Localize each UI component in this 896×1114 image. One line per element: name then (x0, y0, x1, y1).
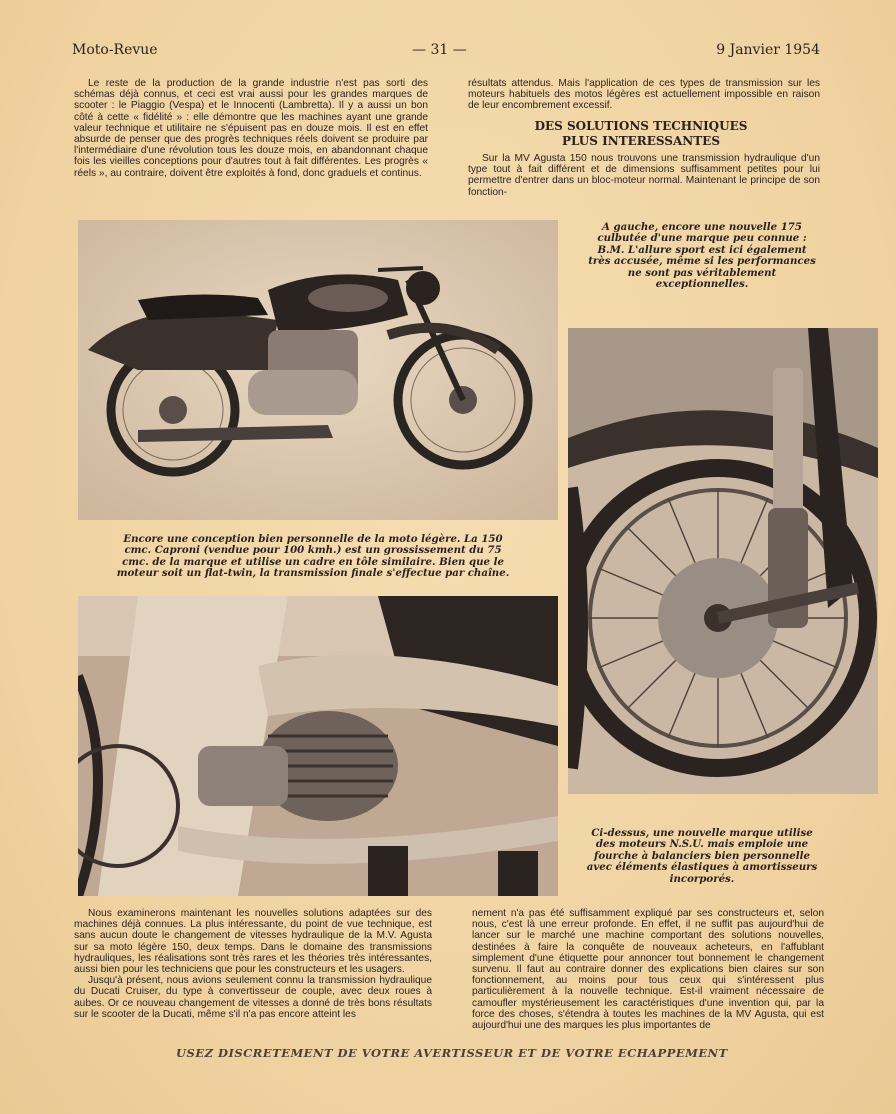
footer-slogan: USEZ DISCRETEMENT DE VOTRE AVERTISSEUR ET DE VOTRE ECHAPPEMENT (176, 1046, 728, 1060)
bottom-left-column (74, 908, 432, 1020)
engine-photo (78, 596, 558, 896)
top-left-column (74, 78, 428, 179)
paragraph: Le reste de la production de la grande industrie n'est pas sorti des schémas déjà connus, et ceci est vrai aussi pour les grandes marques de scooter : le Piaggio (Vespa) et le Innocenti (Lambretta). Il y a aussi un bon côté à cette « fidélité » : elle démontre que les machines ayant une grande valeur technique et utilitaire ne s'épuisent pas en douze mois. Il est en effet absurde de penser que des progrès techniques réels doivent se produire par l'intermédiaire d'une révolution tous les douze mois, en abandonnant chaque fois les vieilles conceptions pour d'autres tout à fait différentes. Les progrès « réels », au contraire, doivent être exploités à fond, donc graduels et continus. (74, 78, 428, 179)
paragraph: Jusqu'à présent, nous avions seulement connu la transmission hydraulique du Ducati Cruiser, du type à convertisseur de couple, avec deux roues à aubes. Or ce nouveau changement de vitesses a donné de très bons résultats sur le scooter de la Ducati, même s'il n'a pas encore atteint les (74, 975, 432, 1020)
issue-date: 9 Janvier 1954 (716, 42, 820, 58)
page-header (72, 42, 820, 64)
page-number: — 31 — (412, 42, 467, 58)
paragraph: résultats attendus. Mais l'application de ces types de transmission sur les moteurs habituels des motos légères est actuellement impossible en raison de leur encombrement excessif. (468, 78, 820, 112)
caption-nsu: Ci-dessus, une nouvelle marque utilise des moteurs N.S.U. mais emploie une fourche à balanciers bien personnelle avec éléments élastiques à amortisseurs incorporés. (586, 827, 818, 885)
heading-line: DES SOLUTIONS TECHNIQUES (534, 119, 748, 133)
bottom-right-column (472, 908, 824, 1031)
fork-photo (568, 328, 878, 794)
caption-caproni: Encore une conception bien personnelle de la moto légère. La 150 cmc. Caproni (vendue pour 100 kmh.) est un grossissement du 75 cmc. de la marque et utilise un cadre en tôle similaire. Bien que le moteur soit un flat-twin, la transmission finale s'effectue par chaîne. (116, 533, 510, 580)
top-right-column-cont (468, 153, 820, 198)
paragraph: nement n'a pas été suffisamment expliqué par ses constructeurs et, selon nous, c'est là une erreur profonde. En effet, il ne suffit pas aujourd'hui de lancer sur le marché une machine comportant des solutions nouvelles, destinées à faire la conquête de nouveaux acheteurs, en l'affublant simplement d'une étiquette pour annoncer tout bonnement le changement survenu. Il faut au contraire donner des explications bien claires sur son fonctionnement, au moins pour tous ceux qui s'intéressent plus particulièrement à la nouvelle technique. Est-il vraiment nécessaire de camoufler mystérieusement les caractéristiques d'une invention qui, par la force des choses, s'étendra à toutes les machines de la MV Agusta, qui est aujourd'hui une des marques les plus importantes de (472, 908, 824, 1032)
caption-bm: A gauche, encore une nouvelle 175 culbutée d'une marque peu connue : B.M. L'allure sport est ici également très accusée, même si les performances ne sont pas véritablement exceptionnelles. (588, 221, 816, 291)
publication-name: Moto-Revue (72, 42, 158, 58)
motorcycle-photo (78, 220, 558, 520)
heading-line: PLUS INTERESSANTES (562, 134, 720, 148)
section-heading (468, 119, 814, 149)
paragraph: Sur la MV Agusta 150 nous trouvons une transmission hydraulique d'un type tout à fait différent et de dimensions suffisamment petites pour lui permettre d'entrer dans un bloc-moteur normal. Maintenant le principe de son fonction- (468, 153, 820, 198)
top-right-column (468, 78, 820, 112)
paragraph: Nous examinerons maintenant les nouvelles solutions adaptées sur des machines déjà connues. La plus intéressante, du point de vue technique, est sans aucun doute le changement de vitesses hydraulique de la M.V. Agusta sur sa moto légère 150, deux temps. Dans le domaine des transmissions hydrauliques, les réalisations sont très rares et les théories très intéressantes, aussi bien pour les techniciens que pour les constructeurs et les usagers. (74, 908, 432, 976)
